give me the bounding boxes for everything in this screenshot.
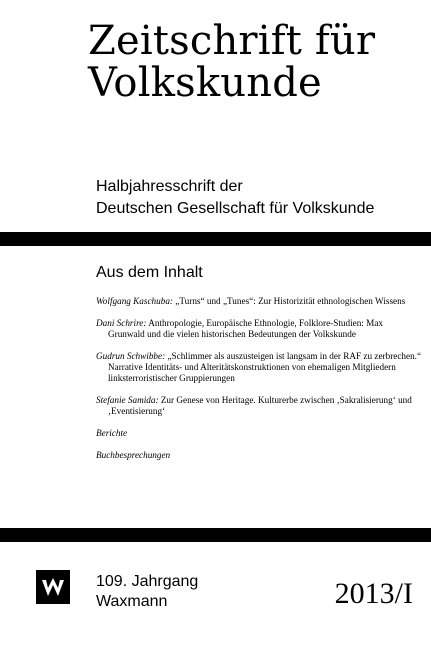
volume-info (96, 572, 198, 612)
publisher-name: Waxmann (96, 593, 168, 610)
bottom-divider-bar (0, 528, 431, 542)
toc-entry (96, 296, 422, 307)
journal-title-line1: Zeitschrift für (88, 18, 376, 64)
journal-title (88, 20, 375, 104)
journal-title-line2: Volkskunde (88, 60, 322, 106)
issue-number: 2013/I (334, 577, 413, 610)
toc-text: „Turns“ und „Tunes“: Zur Historizität ethnologischen Wissens (175, 296, 406, 306)
toc-author: Dani Schrire: (96, 318, 147, 328)
contents-heading: Aus dem Inhalt (96, 264, 203, 281)
subtitle-line2: Deutschen Gesellschaft für Volkskunde (96, 200, 375, 217)
toc-author: Stefanie Samida: (96, 395, 159, 405)
top-divider-bar (0, 232, 431, 246)
toc-text: Anthropologie, Europäische Ethnologie, Folklore-Studien: Max Grunwald und die vielen historischen Bedeutungen der Volkskunde (108, 318, 383, 339)
volume-number: 109. Jahrgang (96, 573, 199, 590)
toc-berichte: Berichte (96, 428, 128, 438)
toc-text: „Schlimmer als auszusteigen ist langsam in der RAF zu zerbrechen.“ Narrative Identitäts- und Alteritätskonstruktionen von ehemaligen Mitgliedern linksterroristischer Gruppierungen (108, 351, 422, 383)
toc-buchbesprechungen: Buchbesprechungen (96, 450, 171, 460)
toc-author: Gudrun Schwibbe: (96, 351, 166, 361)
toc-entry (96, 318, 422, 340)
toc-entry (96, 351, 422, 384)
journal-subtitle (96, 176, 374, 220)
waxmann-logo-icon (36, 570, 70, 604)
toc-author: Wolfgang Kaschuba: (96, 296, 173, 306)
toc-text: Zur Genese von Heritage. Kulturerbe zwischen ‚Sakralisierung‘ und ‚Eventisierung‘ (108, 395, 412, 416)
toc-entry (96, 395, 422, 417)
subtitle-line1: Halbjahresschrift der (96, 178, 243, 195)
table-of-contents (96, 296, 422, 472)
